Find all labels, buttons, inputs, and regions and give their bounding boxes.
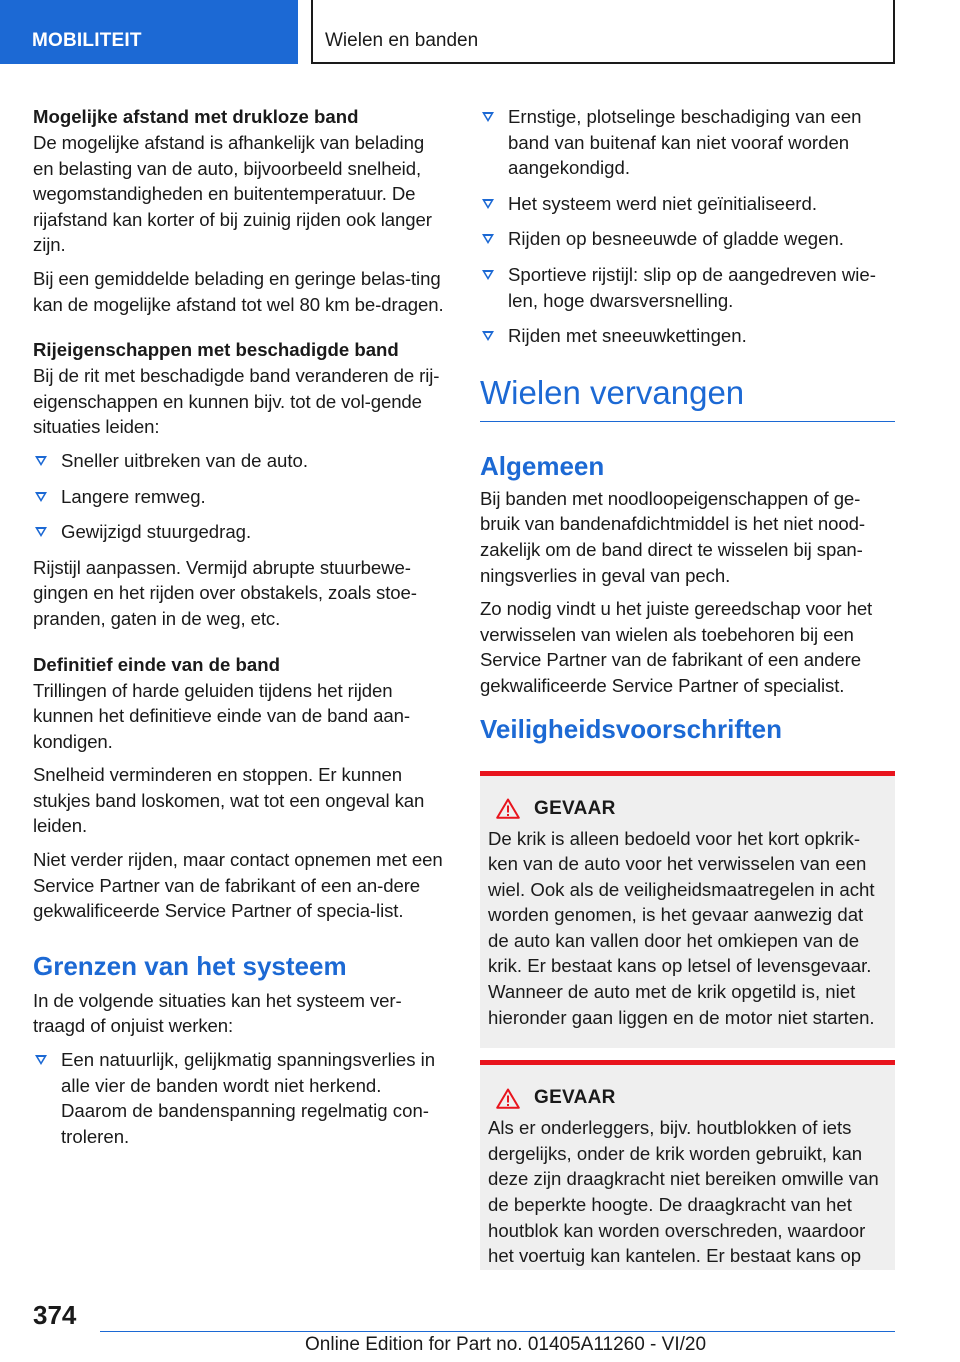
chapter-title: Wielen en banden	[311, 0, 895, 64]
paragraph: Zo nodig vindt u het juiste gereedschap voor het verwisselen van wielen als toebehoren bij een Service Partner van de fabrikant of een andere gekwalificeerde Service Partner of specialist.	[480, 598, 873, 696]
heading-safety-rules: Veiligheidsvoorschriften	[480, 713, 782, 744]
subheading-definitive-end: Definitief einde van de band	[33, 653, 280, 675]
footer-edition: Online Edition for Part no. 01405A11260 - VI/20	[305, 1334, 707, 1355]
warning-triangle-icon	[496, 798, 520, 819]
bullet-list	[33, 1047, 445, 1149]
list-item	[33, 1047, 445, 1149]
danger-box	[480, 771, 895, 1049]
list-item-text: Gewijzigd stuurgedrag.	[61, 521, 252, 543]
list-item-text: Rijden met sneeuwkettingen.	[508, 325, 747, 347]
warning-triangle-icon	[496, 1088, 520, 1109]
list-item	[480, 262, 895, 313]
danger-title: GEVAAR	[534, 1087, 616, 1109]
paragraph: Bij de rit met beschadigde band veranderen de rij-eigenschappen en kunnen bijv. tot de vol-gende situaties leiden:	[33, 365, 440, 438]
heading-replacing-wheels: Wielen vervangen	[480, 373, 895, 422]
subheading-driving-properties: Rijeigenschappen met beschadigde band	[33, 339, 399, 361]
danger-box	[480, 1060, 895, 1270]
left-column	[33, 104, 445, 1159]
list-item-text: Rijden op besneeuwde of gladde wegen.	[508, 228, 844, 250]
paragraph: De mogelijke afstand is afhankelijk van belading en belasting van de auto, bijvoorbeeld snelheid, wegomstandigheden en buitentemperatuur. De rijafstand kan korter of bij zuinig rijden ook langer zijn.	[33, 132, 432, 256]
heading-general: Algemeen	[480, 450, 605, 481]
list-item	[33, 519, 445, 545]
heading-system-limits: Grenzen van het systeem	[33, 950, 347, 981]
list-item-text: Sportieve rijstijl: slip op de aangedreven wie-len, hoge dwarsversnelling.	[508, 263, 876, 311]
triangle-bullet-icon	[482, 234, 494, 244]
list-item-text: Ernstige, plotselinge beschadiging van een band van buitenaf kan niet vooraf worden aangekondigd.	[508, 106, 862, 179]
paragraph: Snelheid verminderen en stoppen. Er kunnen stukjes band loskomen, wat tot een ongeval kan leiden.	[33, 764, 425, 837]
triangle-bullet-icon	[35, 456, 47, 466]
list-item	[480, 226, 895, 252]
triangle-bullet-icon	[482, 331, 494, 341]
triangle-bullet-icon	[482, 199, 494, 209]
section-tab: MOBILITEIT	[0, 0, 298, 64]
list-item-text: Een natuurlijk, gelijkmatig spanningsverlies in alle vier de banden wordt niet herkend. Daarom de bandenspanning regelmatig con-troleren.	[61, 1049, 436, 1147]
danger-title: GEVAAR	[534, 797, 616, 819]
paragraph: In de volgende situaties kan het systeem ver-traagd of onjuist werken:	[33, 989, 402, 1037]
list-item	[480, 104, 895, 181]
danger-header	[488, 1087, 887, 1109]
paragraph: Trillingen of harde geluiden tijdens het rijden kunnen het definitieve einde van de band aan-kondigen.	[33, 679, 410, 752]
paragraph: Bij een gemiddelde belading en geringe belas-ting kan de mogelijke afstand tot wel 80 km be-dragen.	[33, 267, 444, 315]
list-item	[33, 484, 445, 510]
paragraph: Bij banden met noodloopeigenschappen of ge-bruik van bandenafdichtmiddel is het niet nood-zakelijk om de band direct te wisselen bij span-ningsverlies in geval van pech.	[480, 487, 865, 586]
triangle-bullet-icon	[35, 492, 47, 502]
danger-text: De krik is alleen bedoeld voor het kort opkrik-ken van de auto voor het verwisselen van een wiel. Ook als de veiligheidsmaatregelen in acht worden genomen, is het gevaar aanwezig dat de auto kan vallen door het omkiepen van de krik. Er bestaat kans op letsel of levensgevaar. Wanneer de auto met de krik opgetild is, niet hieronder gaan liggen en de motor niet starten.	[488, 827, 875, 1028]
right-column	[480, 104, 895, 1282]
paragraph: Rijstijl aanpassen. Vermijd abrupte stuurbewe-gingen en het rijden over obstakels, zoals stoe-pranden, gaten in de weg, etc.	[33, 556, 417, 629]
triangle-bullet-icon	[482, 112, 494, 122]
footer-divider	[100, 1331, 895, 1332]
subheading-possible-distance: Mogelijke afstand met drukloze band	[33, 106, 359, 127]
list-item-text: Langere remweg.	[61, 485, 206, 507]
triangle-bullet-icon	[35, 1055, 47, 1065]
bullet-list	[480, 104, 895, 349]
danger-header	[488, 798, 887, 820]
bullet-list	[33, 448, 445, 545]
page-number: 374	[33, 1300, 77, 1330]
list-item	[480, 323, 895, 349]
list-item	[33, 448, 445, 474]
paragraph: Niet verder rijden, maar contact opnemen met een Service Partner van de fabrikant of een an-dere gekwalificeerde Service Partner of specia-list.	[33, 849, 443, 922]
triangle-bullet-icon	[482, 270, 494, 280]
list-item-text: Sneller uitbreken van de auto.	[61, 449, 309, 471]
danger-text: Als er onderleggers, bijv. houtblokken of iets dergelijks, onder de krik worden gebruikt, kan deze zijn draagkracht niet bereiken omwille van de beperkte hoogte. De draagkracht van het houtblok kan worden overschreden, waardoor het voertuig kan kantelen. Er bestaat kans op	[488, 1117, 879, 1267]
triangle-bullet-icon	[35, 527, 47, 537]
list-item-text: Het systeem werd niet geïnitialiseerd.	[508, 192, 818, 214]
list-item	[480, 191, 895, 217]
